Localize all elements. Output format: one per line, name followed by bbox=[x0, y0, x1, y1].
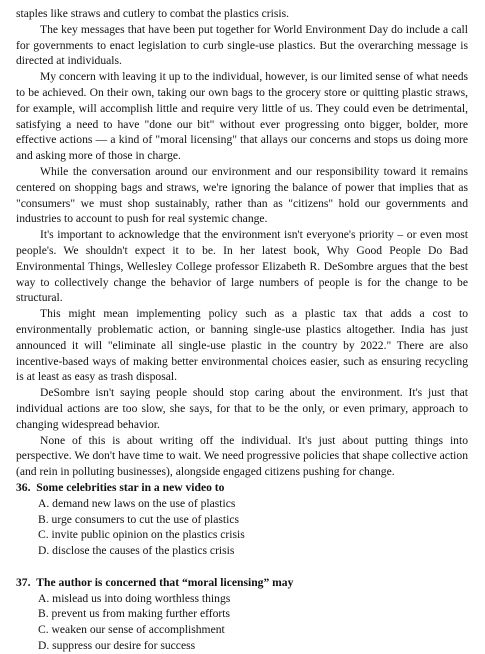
answer-options bbox=[16, 591, 468, 654]
answer-option-a[interactable]: A. demand new laws on the use of plastics bbox=[38, 496, 236, 510]
answer-option-a[interactable]: A. mislead us into doing worthless things bbox=[38, 591, 231, 605]
article-paragraph: This might mean implementing policy such as a plastic tax that adds a cost to environmentally problematic action, or banning single-use plastics altogether. India has just announced it will "eliminate all single-use plastic in the country by 2022." There are also incentive-based ways of making better environmental choices easier, such as ensuring recycling is at least as easy as trash disposal. bbox=[16, 307, 468, 384]
article-paragraph: The key messages that have been put together for World Environment Day do include a call for governments to enact legislation to curb single-use plastics. But the overarching message is directed at individuals. bbox=[16, 22, 468, 68]
question-37 bbox=[16, 575, 468, 654]
question-stem bbox=[16, 480, 468, 496]
article-paragraph: It's important to acknowledge that the environment isn't everyone's priority – or even most people's. We shouldn't expect it to be. In her latest book, Why Good People Do Bad Environmental Things, Wellesley College professor Elizabeth R. DeSombre argues that the best way to collectively change the behavior of large numbers of people is for the change to be structural. bbox=[16, 228, 468, 305]
question-stem bbox=[16, 575, 468, 591]
answer-option-c[interactable]: C. weaken our sense of accomplishment bbox=[38, 623, 225, 637]
article-paragraph: While the conversation around our environment and our responsibility toward it remains centered on shopping bags and straws, we're ignoring the balance of power that implies that as "consumers" we must shop sustainably, rather than as "citizens" hold our governments and industries to account to push for real systemic change. bbox=[16, 164, 468, 226]
question-spacer bbox=[16, 559, 468, 575]
question-36 bbox=[16, 480, 468, 559]
question-number: 37. bbox=[16, 575, 31, 589]
question-text: Some celebrities star in a new video to bbox=[36, 480, 225, 494]
question-number: 36. bbox=[16, 480, 31, 494]
answer-option-b[interactable]: B. urge consumers to cut the use of plastics bbox=[38, 512, 240, 526]
article-paragraph: DeSombre isn't saying people should stop caring about the environment. It's just that individual actions are too slow, she says, for that to be the only, or even primary, approach to changing widespread behavior. bbox=[16, 386, 468, 431]
answer-option-d[interactable]: D. disclose the causes of the plastics crisis bbox=[38, 544, 235, 558]
article-paragraph: My concern with leaving it up to the individual, however, is our limited sense of what needs to be achieved. On their own, taking our own bags to the grocery store or quitting plastic straws, for example, will accomplish little and require very little of us. They could even be detrimental, satisfying a need to have "done our bit" without ever progressing onto bigger, bolder, more effective actions — a kind of "moral licensing" that allays our concerns and stops us doing more and asking more of those in charge. bbox=[16, 70, 468, 163]
document-page bbox=[16, 6, 468, 654]
article-paragraph: staples like straws and cutlery to combat the plastics crisis. bbox=[16, 7, 290, 20]
answer-options bbox=[16, 496, 468, 559]
answer-option-c[interactable]: C. invite public opinion on the plastics crisis bbox=[38, 528, 245, 542]
article-body bbox=[16, 6, 468, 480]
answer-option-b[interactable]: B. prevent us from making further efforts bbox=[38, 607, 230, 621]
article-paragraph: None of this is about writing off the individual. It's just about putting things into perspective. We don't have time to wait. We need progressive policies that shape collective action (and rein in polluting businesses), alongside engaged citizens pushing for change. bbox=[16, 433, 468, 479]
answer-option-d[interactable]: D. suppress our desire for success bbox=[38, 639, 196, 653]
question-text: The author is concerned that “moral licensing” may bbox=[36, 575, 294, 589]
